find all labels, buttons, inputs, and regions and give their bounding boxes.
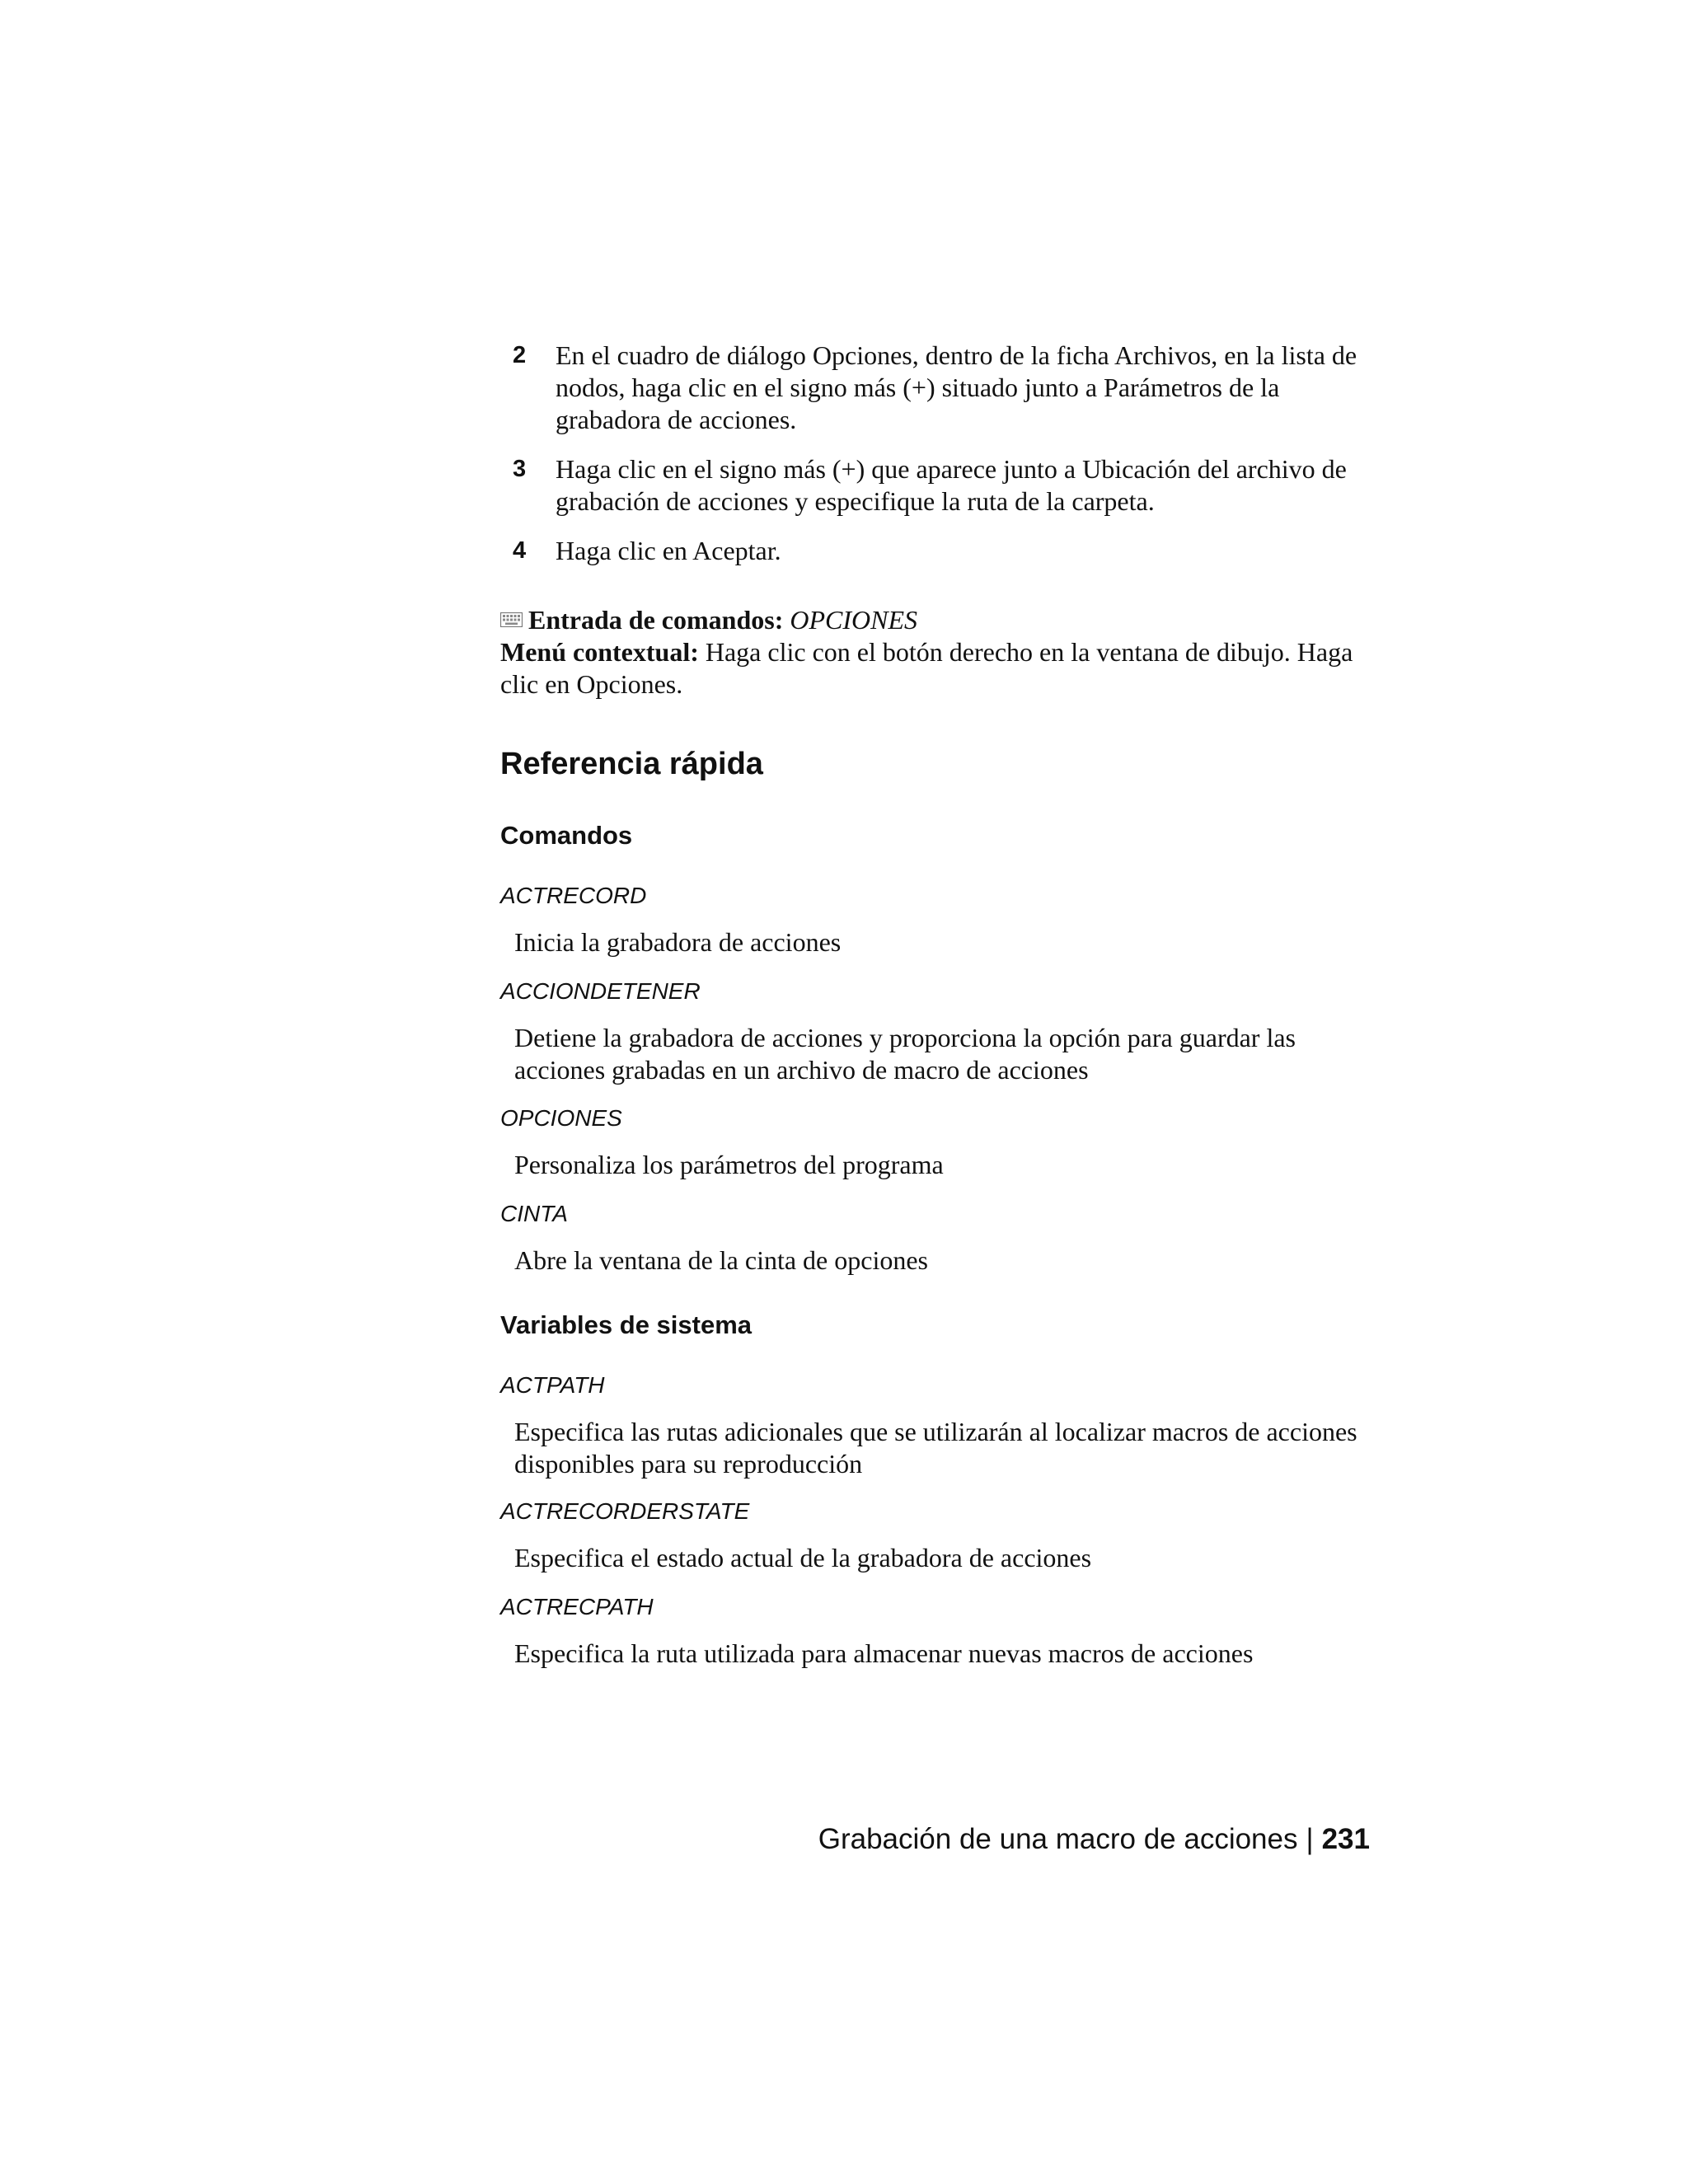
command-entry-value: OPCIONES bbox=[790, 605, 918, 635]
chapter-title: Grabación de una macro de acciones bbox=[818, 1823, 1298, 1855]
page-number: 231 bbox=[1321, 1823, 1370, 1855]
commands-heading: Comandos bbox=[500, 821, 633, 850]
step-text: Haga clic en Aceptar. bbox=[556, 536, 781, 565]
system-variables-heading: Variables de sistema bbox=[500, 1310, 753, 1339]
step-text: Haga clic en el signo más (+) que aparece junto a Ubicación del archivo de grabación de acciones y especifique la ruta de la carpeta. bbox=[556, 454, 1347, 516]
step-number: 4 bbox=[513, 537, 527, 564]
page-footer bbox=[818, 1823, 1370, 1856]
variable-name: ACTPATH bbox=[500, 1372, 605, 1398]
variable-description: Especifica las rutas adicionales que se utilizarán al localizar macros de acciones disponibles para su reproducción bbox=[514, 1417, 1357, 1479]
step-number: 2 bbox=[513, 342, 527, 368]
variable-name: ACTRECPATH bbox=[500, 1594, 654, 1619]
keyboard-icon bbox=[500, 612, 523, 627]
footer-separator: | bbox=[1306, 1823, 1314, 1855]
command-entry-line bbox=[500, 604, 1390, 636]
command-entry-label: Entrada de comandos: bbox=[528, 605, 784, 635]
variable-description: Especifica el estado actual de la grabadora de acciones bbox=[514, 1543, 1092, 1572]
context-menu-label: Menú contextual: bbox=[500, 637, 699, 667]
context-menu-text: Haga clic con el botón derecho en la ventana de dibujo. Haga clic en Opciones. bbox=[500, 637, 1353, 699]
command-entry-block bbox=[500, 604, 1390, 701]
command-name: CINTA bbox=[500, 1201, 568, 1226]
context-menu-line bbox=[500, 636, 1390, 701]
variable-name: ACTRECORDERSTATE bbox=[500, 1498, 750, 1524]
command-description: Inicia la grabadora de acciones bbox=[514, 927, 842, 957]
command-name: ACTRECORD bbox=[500, 883, 647, 908]
command-name: OPCIONES bbox=[500, 1105, 622, 1131]
variable-description: Especifica la ruta utilizada para almacenar nuevas macros de acciones bbox=[514, 1638, 1254, 1668]
numbered-steps bbox=[513, 340, 1386, 584]
step-item bbox=[513, 340, 1386, 436]
step-text: En el cuadro de diálogo Opciones, dentro de la ficha Archivos, en la lista de nodos, haga clic en el signo más (+) situado junto a Parámetros de la grabadora de acciones. bbox=[556, 340, 1357, 434]
step-item bbox=[513, 535, 1386, 567]
command-description: Detiene la grabadora de acciones y proporciona la opción para guardar las acciones grabadas en un archivo de macro de acciones bbox=[514, 1023, 1296, 1085]
step-number: 3 bbox=[513, 456, 527, 482]
step-item bbox=[513, 453, 1386, 518]
command-name: ACCIONDETENER bbox=[500, 978, 701, 1004]
command-description: Abre la ventana de la cinta de opciones bbox=[514, 1245, 928, 1275]
command-description: Personaliza los parámetros del programa bbox=[514, 1150, 944, 1179]
quick-reference-title: Referencia rápida bbox=[500, 747, 763, 781]
